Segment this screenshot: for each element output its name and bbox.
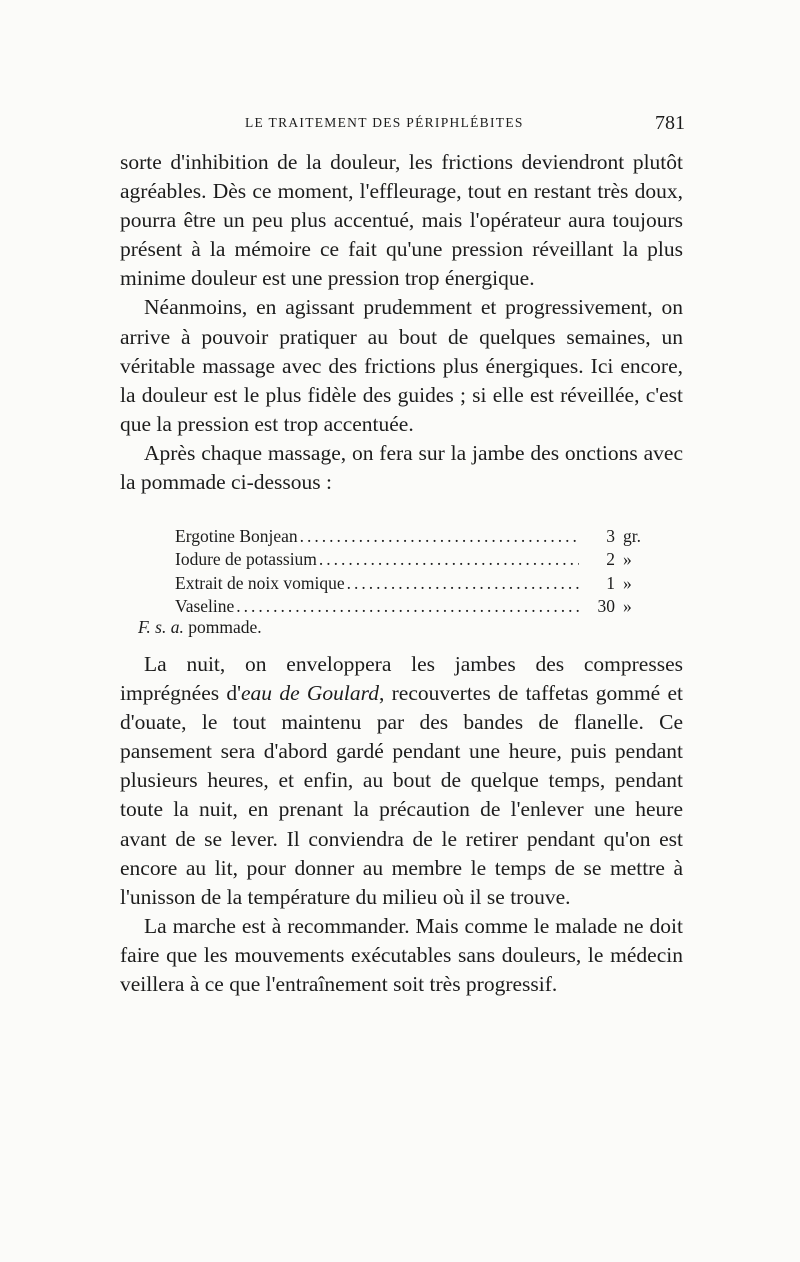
- paragraph: Néanmoins, en agissant prudemment et progressivement, on arrive à pouvoir pratiquer au bout de quelques semaines, un véritable massage avec des frictions plus énergiques. Ici encore, la douleur est le plus fidèle des guides ; si elle est réveillée, c'est que la pression est trop accentuée.: [120, 295, 683, 436]
- ingredient-qty: 3: [606, 526, 615, 546]
- page-header: [245, 112, 685, 136]
- recipe-row: [175, 548, 653, 571]
- ingredient-qty: 2: [606, 549, 615, 570]
- italic-run: eau de Goulard: [241, 681, 379, 706]
- recipe-list: [175, 525, 653, 619]
- text-run: La nuit, on enveloppera les jambes des compresses imprégnées d': [120, 652, 683, 706]
- paragraph: sorte d'inhibition de la douleur, les frictions deviendront plutôt agréables. Dès ce moment, l'effleurage, tout en restant très doux, pourra être un peu plus accentué, mais l'opérateur aura toujours présent à la mémoire ce fait qu'une pression réveillant la plus minime douleur est une pression trop énergique.: [120, 150, 683, 291]
- recipe-row: [175, 595, 653, 618]
- ingredient-qty: 30: [597, 596, 615, 617]
- ingredient-unit: »: [623, 596, 632, 617]
- paragraph: La marche est à recommander. Mais comme le malade ne doit faire que les mouvements exécutables sans douleurs, le médecin veillera à ce que l'entraînement soit très progressif.: [120, 913, 683, 997]
- ingredient-qty: 1: [606, 572, 615, 593]
- leader-dots: [300, 525, 579, 548]
- ingredient-name: Vaseline: [175, 596, 235, 617]
- formula-line: [138, 617, 262, 638]
- ingredient-name: Iodure de potassium: [175, 549, 317, 570]
- formula-abbreviation: F. s. a.: [138, 617, 184, 637]
- ingredient-unit: »: [623, 549, 632, 570]
- ingredient-name: Ergotine Bonjean: [175, 526, 298, 546]
- ingredient-unit: gr.: [623, 526, 641, 546]
- ingredient-unit: »: [623, 572, 632, 593]
- text-block-bottom: [120, 650, 683, 999]
- leader-dots: [347, 572, 579, 595]
- paragraph: [120, 650, 683, 912]
- recipe-row: [175, 525, 653, 548]
- paragraph: Après chaque massage, on fera sur la jambe des onctions avec la pommade ci-dessous :: [120, 440, 683, 495]
- text-run: , recouvertes de taffetas gommé et d'ouate, le tout maintenu par des bandes de flanelle. Ce pansement sera d'abord gardé pendant une heure, puis pendant plusieurs heures, et enfin, au bout de quelque temps, pendant toute la nuit, en prenant la précaution de l'enlever une heure avant de se lever. Il conviendra de le retirer pendant qu'on est encore au lit, pour donner au membre le temps de se mettre à l'unisson de la température du milieu où il se trouve.: [120, 681, 683, 909]
- page-number: 781: [655, 112, 685, 134]
- text-block-top: [120, 148, 683, 497]
- ingredient-name: Extrait de noix vomique: [175, 572, 345, 593]
- leader-dots: [236, 595, 579, 618]
- running-head: LE TRAITEMENT DES PÉRIPHLÉBITES: [245, 115, 524, 130]
- formula-text: pommade.: [188, 617, 262, 637]
- leader-dots: [319, 548, 579, 571]
- recipe-row: [175, 572, 653, 595]
